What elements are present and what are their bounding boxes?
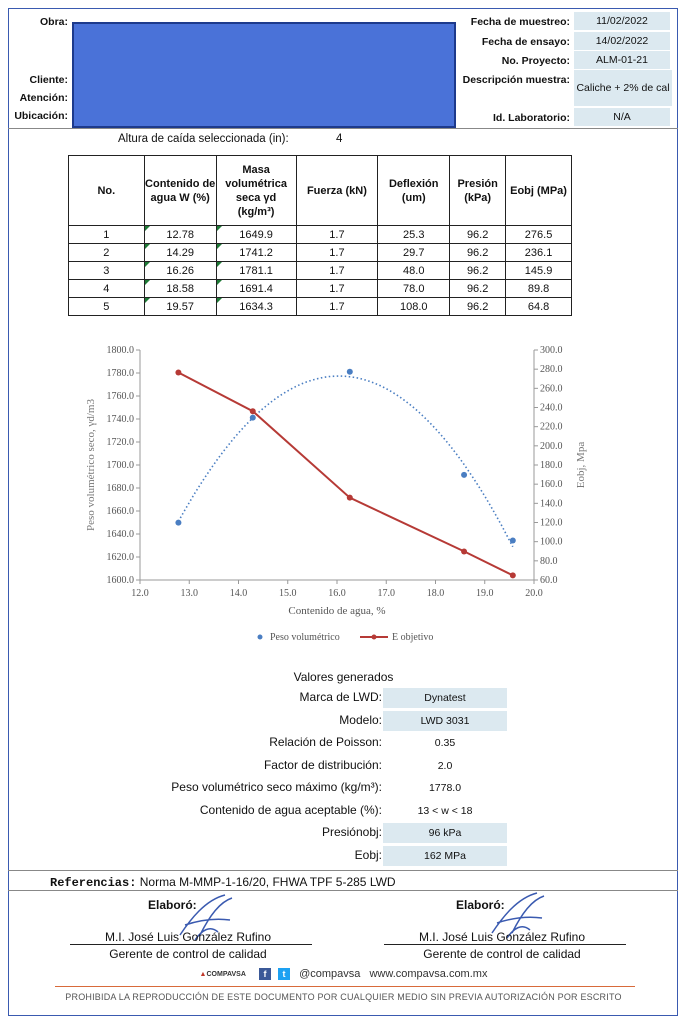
value-field: 2.0 [437,759,453,772]
atencion-label: Atención: [19,92,68,104]
table-cell: 276.5 [506,226,572,244]
y-right-tick-label: 180.0 [540,460,563,471]
y-left-tick-label: 1680.0 [106,483,134,494]
y-left-tick-label: 1780.0 [106,368,134,379]
descripcion-value: Caliche + 2% de cal [574,70,672,106]
table-cell: 16.26 [144,262,216,280]
twitter-icon[interactable]: t [278,968,290,980]
table-cell: 2 [69,244,145,262]
table-cell: 1.7 [296,298,378,316]
col-header-agua: Contenido de agua W (%) [144,156,216,226]
x-axis-label: Contenido de agua, % [288,605,386,617]
x-tick-label: 13.0 [180,588,198,599]
footer-social [0,968,687,980]
col-header-deflexion: Deflexión (um) [378,156,450,226]
compaction-chart [70,340,610,660]
right-signer-title: Gerente de control de calidad [423,947,581,961]
y-left-tick-label: 1740.0 [106,414,134,425]
table-cell: 96.2 [450,298,506,316]
table-cell: 4 [69,280,145,298]
table-cell: 96.2 [450,244,506,262]
table-cell: 89.8 [506,280,572,298]
right-signature-label: Elaboró: [456,898,505,912]
table-cell: 29.7 [378,244,450,262]
table-row [69,298,572,316]
peso-volumetrico-point [510,538,516,544]
value-label: Eobj: [354,847,382,862]
y-right-tick-label: 160.0 [540,479,563,491]
table-row [69,262,572,280]
value-field: 13 < w < 18 [417,804,473,817]
values-title: Valores generados [293,670,394,684]
y-left-tick-label: 1700.0 [106,460,134,471]
references-label: Referencias: [50,876,137,890]
table-cell: 12.78 [144,226,216,244]
value-label: Relación de Poisson: [269,735,382,749]
ubicacion-label: Ubicación: [14,110,68,122]
table-cell: 1 [69,226,145,244]
col-header-no: No. [69,156,145,226]
e-objetivo-point [250,408,256,414]
y-right-tick-label: 300.0 [540,345,563,356]
value-label: Modelo: [339,712,382,727]
fecha-ensayo-label: Fecha de ensayo: [481,36,570,48]
table-cell: 5 [69,298,145,316]
peso-volumetrico-point [250,415,256,421]
references-text: Norma M-MMP-1-16/20, FHWA TPF 5-285 LWD [139,875,396,889]
y-left-tick-label: 1720.0 [106,437,134,448]
e-objetivo-point [175,370,181,376]
col-header-eobj: Eobj (MPa) [506,156,572,226]
y-right-tick-label: 240.0 [540,402,563,414]
right-signature-line [384,944,626,945]
table-cell: 1.7 [296,226,378,244]
refs-divider-top [8,870,678,871]
table-cell: 96.2 [450,262,506,280]
table-cell: 1781.1 [216,262,296,280]
test-results-table [68,155,572,316]
y-right-axis-label: Eobj, Mpa [575,441,587,489]
table-cell: 236.1 [506,244,572,262]
y-right-tick-label: 200.0 [540,440,563,452]
right-signer-name: M.I. José Luis González Rufino [418,930,586,944]
y-right-tick-label: 280.0 [540,364,563,376]
value-field: LWD 3031 [383,711,507,731]
descripcion-label: Descripción muestra: [462,74,570,86]
value-label: Contenido de agua aceptable (%): [199,802,382,817]
y-left-axis-label: Peso volumétrico seco, γd/m3 [85,399,97,531]
peso-volumetrico-fit-curve [178,376,512,547]
references [50,875,396,890]
y-right-tick-label: 120.0 [540,517,563,529]
table-cell: 1.7 [296,262,378,280]
y-left-tick-label: 1660.0 [106,506,134,517]
value-label: Presiónobj: [321,825,382,839]
legend-peso-volumetrico-marker [258,635,263,640]
e-objetivo-point [347,495,353,501]
table-cell: 96.2 [450,226,506,244]
obra-label: Obra: [39,16,68,28]
fecha-muestreo-value: 11/02/2022 [574,12,670,30]
altura-value: 4 [336,133,343,145]
value-field: 0.35 [434,737,456,749]
y-right-tick-label: 80.0 [540,555,558,567]
y-right-tick-label: 260.0 [540,383,563,395]
peso-volumetrico-point [175,520,181,526]
left-signature-label: Elaboró: [148,898,197,912]
e-objetivo-point [510,572,516,578]
legend-e-objetivo-label: E objetivo [392,632,434,643]
fecha-ensayo-value: 14/02/2022 [574,32,670,50]
x-tick-label: 15.0 [279,588,297,599]
x-tick-label: 12.0 [131,588,149,599]
value-field: 96 kPa [383,823,507,843]
x-tick-label: 17.0 [377,588,395,599]
table-cell: 1634.3 [216,298,296,316]
value-label: Marca de LWD: [299,690,382,704]
value-label: Peso volumétrico seco máximo (kg/m³): [171,780,382,794]
col-header-masa: Masa volumétrica seca γd (kg/m³) [216,156,296,226]
table-cell: 1649.9 [216,226,296,244]
y-left-tick-label: 1640.0 [106,529,134,540]
legend-e-objetivo-marker [372,635,377,640]
x-tick-label: 18.0 [426,588,445,599]
table-cell: 1.7 [296,280,378,298]
peso-volumetrico-point [347,369,353,375]
left-signer-name: M.I. José Luis González Rufino [104,930,272,944]
table-cell: 18.58 [144,280,216,298]
x-tick-label: 20.0 [525,588,543,599]
table-cell: 1691.4 [216,280,296,298]
header-divider [8,128,678,129]
altura-label: Altura de caída seleccionada (in): [118,133,289,145]
table-cell: 14.29 [144,244,216,262]
table-cell: 108.0 [378,298,450,316]
table-cell: 3 [69,262,145,280]
table-cell: 145.9 [506,262,572,280]
y-right-tick-label: 220.0 [540,421,563,433]
y-left-tick-label: 1760.0 [106,391,134,402]
id-lab-value: N/A [574,108,670,126]
peso-volumetrico-point [461,472,467,478]
value-field: Dynatest [383,688,507,708]
x-tick-label: 14.0 [229,588,248,599]
fecha-muestreo-label: Fecha de muestreo: [470,16,570,28]
y-right-tick-label: 100.0 [540,536,563,548]
legend-peso-volumetrico-label: Peso volumétrico [270,632,340,643]
footer-divider [55,986,635,987]
table-cell: 19.57 [144,298,216,316]
id-lab-label: Id. Laboratorio: [493,112,570,124]
social-handle[interactable]: @compavsa [299,968,361,980]
col-header-presion: Presión (kPa) [450,156,506,226]
table-row [69,280,572,298]
table-cell: 48.0 [378,262,450,280]
table-cell: 1741.2 [216,244,296,262]
table-row [69,244,572,262]
table-row [69,226,572,244]
table-cell: 25.3 [378,226,450,244]
redacted-block [72,22,456,128]
proyecto-value: ALM-01-21 [574,51,670,69]
x-tick-label: 19.0 [476,588,494,599]
y-left-tick-label: 1620.0 [106,552,134,563]
value-field: 1778.0 [428,782,462,794]
website-link[interactable]: www.compavsa.com.mx [369,968,488,980]
table-cell: 64.8 [506,298,572,316]
col-header-fuerza: Fuerza (kN) [296,156,378,226]
y-right-tick-label: 60.0 [540,575,558,586]
value-field: 162 MPa [383,846,507,866]
facebook-icon[interactable]: f [259,968,271,980]
e-objetivo-point [461,548,467,554]
left-signature-line [70,944,312,945]
table-cell: 96.2 [450,280,506,298]
cliente-label: Cliente: [29,74,68,86]
disclaimer: PROHIBIDA LA REPRODUCCIÓN DE ESTE DOCUMENTO POR CUALQUIER MEDIO SIN PREVIA AUTORIZACIÓN POR ESCRITO [65,992,622,1002]
value-label: Factor de distribución: [263,757,382,772]
left-signer-title: Gerente de control de calidad [109,947,267,961]
y-left-tick-label: 1800.0 [106,345,134,356]
y-right-tick-label: 140.0 [540,498,563,510]
table-cell: 1.7 [296,244,378,262]
refs-divider-bottom [8,890,678,891]
x-tick-label: 16.0 [328,588,346,599]
y-left-tick-label: 1600.0 [106,575,134,586]
table-cell: 78.0 [378,280,450,298]
proyecto-label: No. Proyecto: [501,55,570,67]
compavsa-logo: ▲COMPAVSA [199,970,246,978]
